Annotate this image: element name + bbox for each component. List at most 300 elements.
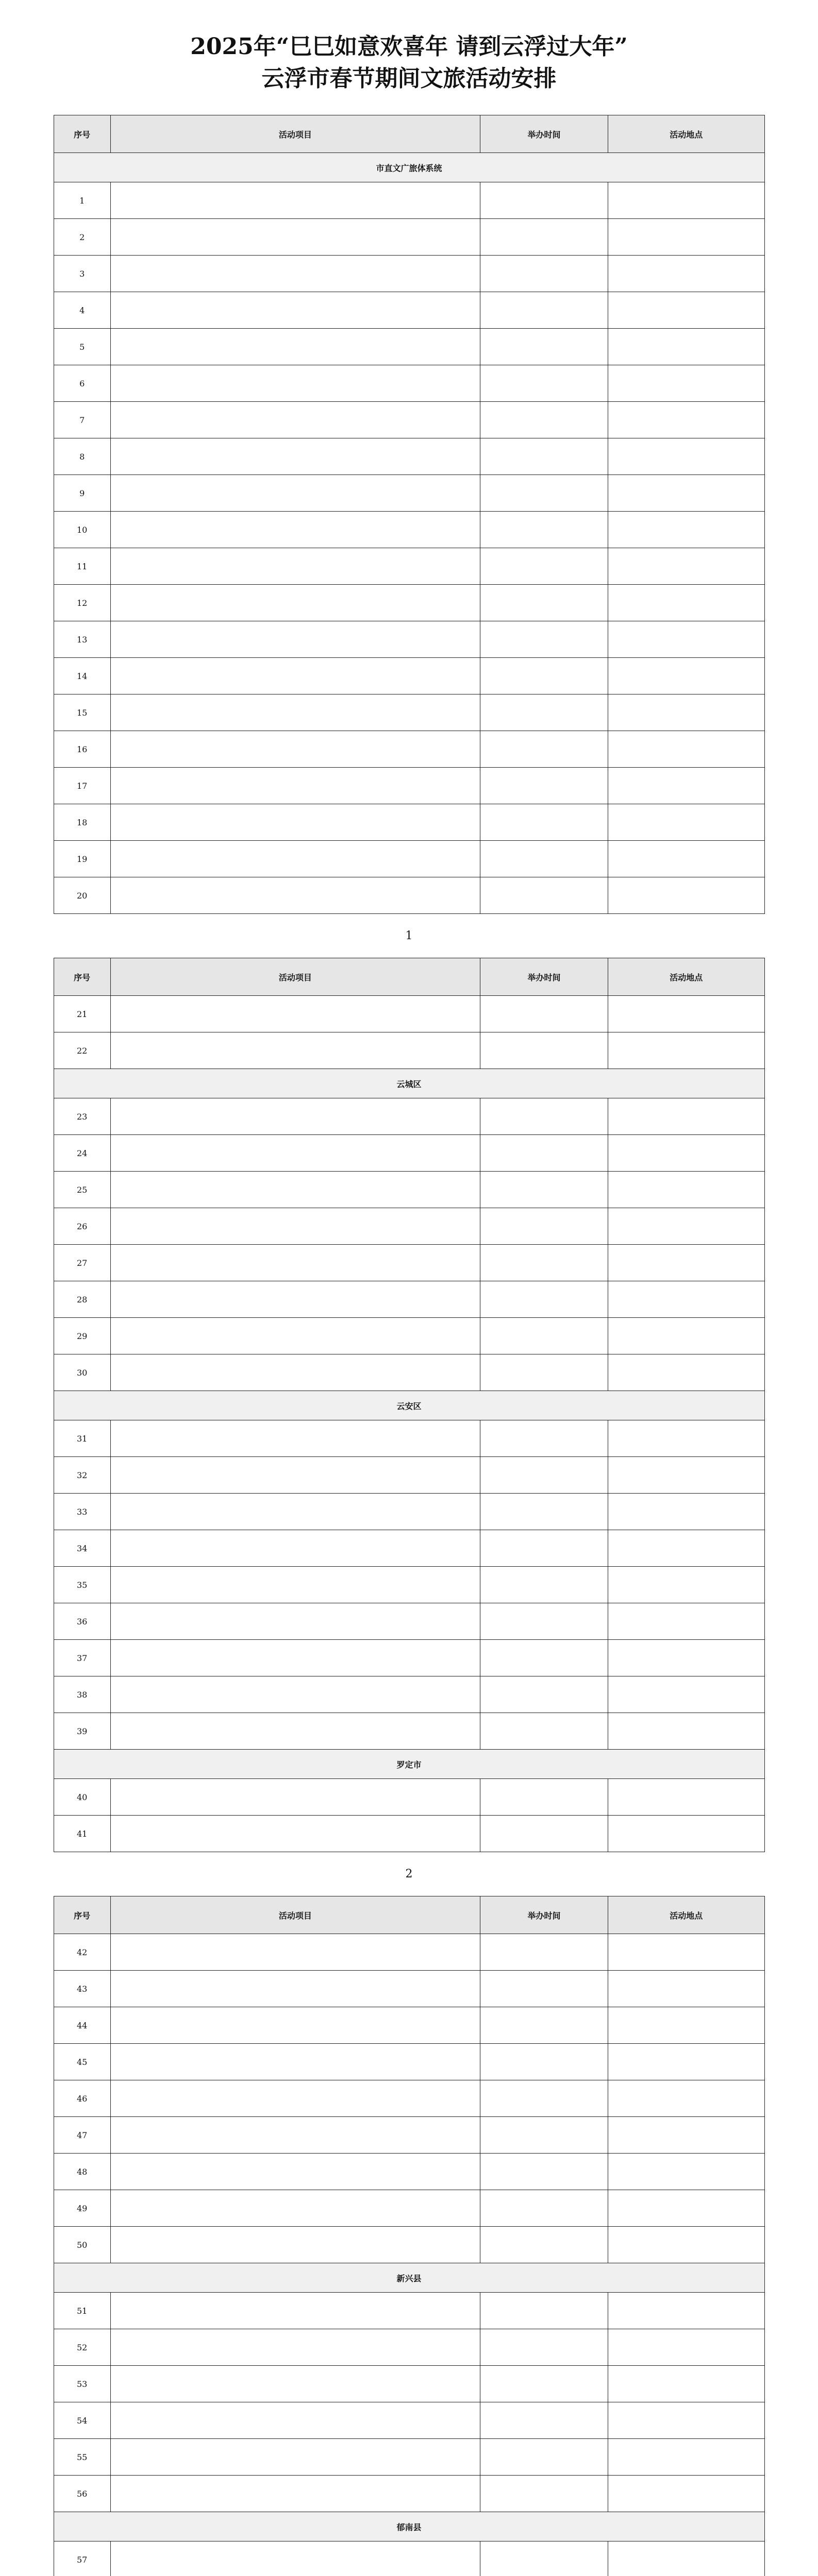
row-place	[608, 1457, 764, 1494]
row-place	[608, 2541, 764, 2576]
row-item	[110, 1934, 480, 1971]
row-item	[110, 841, 480, 877]
row-item	[110, 292, 480, 329]
table-row	[54, 804, 764, 841]
table-row	[54, 1494, 764, 1530]
table-row	[54, 2366, 764, 2402]
row-time	[480, 1494, 608, 1530]
row-item	[110, 1354, 480, 1391]
row-number: 24	[54, 1135, 110, 1172]
row-number: 33	[54, 1494, 110, 1530]
row-place	[608, 1420, 764, 1457]
row-place	[608, 256, 764, 292]
table-row	[54, 438, 764, 475]
section-row	[54, 2512, 764, 2541]
row-item	[110, 585, 480, 621]
row-time	[480, 694, 608, 731]
row-time	[480, 438, 608, 475]
row-number: 10	[54, 512, 110, 548]
row-time	[480, 182, 608, 219]
row-item	[110, 329, 480, 365]
row-place	[608, 2227, 764, 2263]
section-title: 云安区	[54, 1391, 764, 1420]
section-row	[54, 1069, 764, 1098]
row-number: 7	[54, 402, 110, 438]
row-place	[608, 292, 764, 329]
table-row	[54, 2080, 764, 2117]
table-row	[54, 2329, 764, 2366]
row-item	[110, 548, 480, 585]
row-number: 49	[54, 2190, 110, 2227]
table-row	[54, 731, 764, 768]
table-row	[54, 292, 764, 329]
row-number: 14	[54, 658, 110, 694]
row-time	[480, 292, 608, 329]
row-number: 31	[54, 1420, 110, 1457]
row-place	[608, 512, 764, 548]
table-row	[54, 182, 764, 219]
row-time	[480, 804, 608, 841]
row-time	[480, 2476, 608, 2512]
row-item	[110, 1245, 480, 1281]
row-place	[608, 731, 764, 768]
row-time	[480, 658, 608, 694]
row-item	[110, 2366, 480, 2402]
row-time	[480, 2366, 608, 2402]
row-time	[480, 1567, 608, 1603]
row-time	[480, 1713, 608, 1750]
row-item	[110, 256, 480, 292]
table-row	[54, 841, 764, 877]
row-number: 34	[54, 1530, 110, 1567]
row-place	[608, 1281, 764, 1318]
row-number: 47	[54, 2117, 110, 2154]
row-number: 36	[54, 1603, 110, 1640]
schedule-table	[54, 115, 765, 914]
row-item	[110, 1098, 480, 1135]
row-place	[608, 2190, 764, 2227]
table-row	[54, 1971, 764, 2007]
row-item	[110, 694, 480, 731]
row-item	[110, 182, 480, 219]
row-item	[110, 2227, 480, 2263]
row-place	[608, 2154, 764, 2190]
table-row	[54, 2439, 764, 2476]
table-row	[54, 1032, 764, 1069]
table-row	[54, 1676, 764, 1713]
row-number: 41	[54, 1816, 110, 1852]
row-item	[110, 731, 480, 768]
row-place	[608, 1245, 764, 1281]
row-time	[480, 1971, 608, 2007]
row-time	[480, 2007, 608, 2044]
row-place	[608, 2080, 764, 2117]
row-time	[480, 365, 608, 402]
row-item	[110, 2080, 480, 2117]
row-number: 48	[54, 2154, 110, 2190]
row-number: 11	[54, 548, 110, 585]
row-number: 39	[54, 1713, 110, 1750]
table-row	[54, 694, 764, 731]
row-time	[480, 1603, 608, 1640]
table-row	[54, 329, 764, 365]
row-item	[110, 475, 480, 512]
table-row	[54, 402, 764, 438]
row-place	[608, 365, 764, 402]
row-time	[480, 996, 608, 1032]
row-time	[480, 1457, 608, 1494]
table-row	[54, 768, 764, 804]
row-place	[608, 1640, 764, 1676]
row-item	[110, 1135, 480, 1172]
row-time	[480, 475, 608, 512]
row-item	[110, 1172, 480, 1208]
row-place	[608, 1567, 764, 1603]
row-place	[608, 694, 764, 731]
row-place	[608, 1032, 764, 1069]
row-item	[110, 1640, 480, 1676]
table-row	[54, 1934, 764, 1971]
column-header: 活动地点	[608, 958, 764, 996]
row-time	[480, 329, 608, 365]
document-title: 2025年“巳巳如意欢喜年 请到云浮过大年”	[190, 33, 628, 60]
row-place	[608, 548, 764, 585]
table-row	[54, 1530, 764, 1567]
row-item	[110, 1032, 480, 1069]
row-item	[110, 1971, 480, 2007]
schedule-table	[54, 958, 765, 1852]
row-item	[110, 512, 480, 548]
row-time	[480, 1172, 608, 1208]
row-item	[110, 2541, 480, 2576]
row-time	[480, 1816, 608, 1852]
row-place	[608, 2476, 764, 2512]
row-place	[608, 621, 764, 658]
row-time	[480, 585, 608, 621]
table-row	[54, 548, 764, 585]
table-row	[54, 2293, 764, 2329]
table-row	[54, 1420, 764, 1457]
table-row	[54, 2227, 764, 2263]
row-number: 50	[54, 2227, 110, 2263]
row-time	[480, 1354, 608, 1391]
table-header-row	[54, 958, 764, 996]
row-number: 32	[54, 1457, 110, 1494]
section-row	[54, 1750, 764, 1779]
row-time	[480, 1208, 608, 1245]
row-time	[480, 1098, 608, 1135]
row-item	[110, 438, 480, 475]
row-number: 23	[54, 1098, 110, 1135]
row-time	[480, 2439, 608, 2476]
table-row	[54, 512, 764, 548]
row-time	[480, 1640, 608, 1676]
row-place	[608, 1208, 764, 1245]
row-item	[110, 2044, 480, 2080]
row-place	[608, 804, 764, 841]
table-row	[54, 1281, 764, 1318]
row-place	[608, 2439, 764, 2476]
row-time	[480, 2117, 608, 2154]
row-item	[110, 2007, 480, 2044]
row-number: 22	[54, 1032, 110, 1069]
row-time	[480, 219, 608, 256]
row-number: 42	[54, 1934, 110, 1971]
row-time	[480, 1530, 608, 1567]
row-place	[608, 1494, 764, 1530]
table-row	[54, 2541, 764, 2576]
row-number: 56	[54, 2476, 110, 2512]
table-row	[54, 1172, 764, 1208]
table-row	[54, 658, 764, 694]
row-place	[608, 2007, 764, 2044]
row-number: 35	[54, 1567, 110, 1603]
table-row	[54, 2476, 764, 2512]
row-time	[480, 2154, 608, 2190]
row-place	[608, 2293, 764, 2329]
row-place	[608, 585, 764, 621]
row-time	[480, 2190, 608, 2227]
column-header: 活动项目	[110, 1896, 480, 1934]
table-row	[54, 877, 764, 914]
row-time	[480, 1032, 608, 1069]
row-number: 28	[54, 1281, 110, 1318]
row-item	[110, 658, 480, 694]
row-item	[110, 768, 480, 804]
row-time	[480, 256, 608, 292]
row-time	[480, 731, 608, 768]
row-place	[608, 182, 764, 219]
column-header: 活动项目	[110, 115, 480, 153]
row-number: 43	[54, 1971, 110, 2007]
row-number: 52	[54, 2329, 110, 2366]
row-number: 45	[54, 2044, 110, 2080]
row-place	[608, 768, 764, 804]
document-page	[54, 0, 765, 2576]
row-item	[110, 2476, 480, 2512]
row-place	[608, 1971, 764, 2007]
row-number: 4	[54, 292, 110, 329]
row-time	[480, 2293, 608, 2329]
section-title: 云城区	[54, 1069, 764, 1098]
row-place	[608, 1816, 764, 1852]
row-number: 37	[54, 1640, 110, 1676]
table-row	[54, 585, 764, 621]
table-row	[54, 2154, 764, 2190]
row-place	[608, 1713, 764, 1750]
row-item	[110, 1676, 480, 1713]
row-time	[480, 1281, 608, 1318]
row-number: 25	[54, 1172, 110, 1208]
row-number: 40	[54, 1779, 110, 1816]
row-number: 26	[54, 1208, 110, 1245]
row-place	[608, 329, 764, 365]
row-item	[110, 2329, 480, 2366]
row-place	[608, 2329, 764, 2366]
row-place	[608, 2402, 764, 2439]
row-number: 13	[54, 621, 110, 658]
table-row	[54, 1098, 764, 1135]
row-place	[608, 438, 764, 475]
row-time	[480, 1420, 608, 1457]
row-item	[110, 621, 480, 658]
row-item	[110, 402, 480, 438]
row-place	[608, 2117, 764, 2154]
column-header: 活动项目	[110, 958, 480, 996]
row-item	[110, 365, 480, 402]
row-number: 21	[54, 996, 110, 1032]
table-row	[54, 1245, 764, 1281]
row-place	[608, 475, 764, 512]
row-number: 51	[54, 2293, 110, 2329]
row-place	[608, 219, 764, 256]
row-number: 53	[54, 2366, 110, 2402]
table-row	[54, 1816, 764, 1852]
column-header: 序号	[54, 115, 110, 153]
section-title: 市直文广旅体系统	[54, 153, 764, 182]
row-item	[110, 1494, 480, 1530]
row-time	[480, 1676, 608, 1713]
row-time	[480, 2080, 608, 2117]
row-item	[110, 2190, 480, 2227]
row-item	[110, 1816, 480, 1852]
row-time	[480, 548, 608, 585]
page-number: 2	[405, 1868, 413, 1881]
section-row	[54, 153, 764, 182]
row-time	[480, 1135, 608, 1172]
row-time	[480, 1779, 608, 1816]
row-item	[110, 804, 480, 841]
table-row	[54, 1318, 764, 1354]
row-item	[110, 1457, 480, 1494]
table-row	[54, 1457, 764, 1494]
table-row	[54, 365, 764, 402]
column-header: 活动地点	[608, 115, 764, 153]
row-number: 2	[54, 219, 110, 256]
row-item	[110, 219, 480, 256]
row-number: 27	[54, 1245, 110, 1281]
section-row	[54, 1391, 764, 1420]
row-number: 6	[54, 365, 110, 402]
row-place	[608, 2044, 764, 2080]
table-row	[54, 475, 764, 512]
table-row	[54, 1354, 764, 1391]
row-time	[480, 2227, 608, 2263]
row-number: 54	[54, 2402, 110, 2439]
row-time	[480, 1318, 608, 1354]
section-title: 罗定市	[54, 1750, 764, 1779]
row-place	[608, 1676, 764, 1713]
row-time	[480, 2044, 608, 2080]
row-number: 16	[54, 731, 110, 768]
row-number: 1	[54, 182, 110, 219]
row-item	[110, 1713, 480, 1750]
column-header: 举办时间	[480, 115, 608, 153]
row-time	[480, 2329, 608, 2366]
row-item	[110, 2293, 480, 2329]
table-row	[54, 1208, 764, 1245]
row-time	[480, 841, 608, 877]
row-place	[608, 1934, 764, 1971]
row-item	[110, 2117, 480, 2154]
row-place	[608, 658, 764, 694]
schedule-table	[54, 1896, 765, 2576]
row-number: 12	[54, 585, 110, 621]
column-header: 序号	[54, 958, 110, 996]
row-time	[480, 621, 608, 658]
column-header: 序号	[54, 1896, 110, 1934]
table-row	[54, 1135, 764, 1172]
row-place	[608, 1098, 764, 1135]
row-place	[608, 1779, 764, 1816]
row-number: 18	[54, 804, 110, 841]
column-header: 活动地点	[608, 1896, 764, 1934]
row-time	[480, 1934, 608, 1971]
row-item	[110, 1779, 480, 1816]
row-number: 44	[54, 2007, 110, 2044]
document-subtitle: 云浮市春节期间文旅活动安排	[261, 65, 557, 92]
section-title: 新兴县	[54, 2263, 764, 2293]
row-item	[110, 1420, 480, 1457]
row-place	[608, 1318, 764, 1354]
table-row	[54, 1713, 764, 1750]
row-number: 9	[54, 475, 110, 512]
row-number: 55	[54, 2439, 110, 2476]
table-row	[54, 1567, 764, 1603]
table-header-row	[54, 1896, 764, 1934]
table-row	[54, 621, 764, 658]
row-place	[608, 1354, 764, 1391]
row-time	[480, 512, 608, 548]
row-number: 5	[54, 329, 110, 365]
schedule-pages	[54, 115, 765, 2576]
row-item	[110, 2439, 480, 2476]
row-place	[608, 2366, 764, 2402]
row-number: 46	[54, 2080, 110, 2117]
row-item	[110, 1281, 480, 1318]
row-place	[608, 996, 764, 1032]
row-number: 3	[54, 256, 110, 292]
row-number: 30	[54, 1354, 110, 1391]
page-number: 1	[405, 929, 413, 943]
row-time	[480, 1245, 608, 1281]
row-item	[110, 1603, 480, 1640]
row-item	[110, 2154, 480, 2190]
row-time	[480, 768, 608, 804]
row-time	[480, 877, 608, 914]
row-place	[608, 402, 764, 438]
row-number: 38	[54, 1676, 110, 1713]
row-place	[608, 1530, 764, 1567]
row-item	[110, 1530, 480, 1567]
row-number: 19	[54, 841, 110, 877]
column-header: 举办时间	[480, 958, 608, 996]
row-number: 29	[54, 1318, 110, 1354]
row-place	[608, 877, 764, 914]
table-row	[54, 219, 764, 256]
row-time	[480, 402, 608, 438]
table-row	[54, 2117, 764, 2154]
row-place	[608, 841, 764, 877]
table-row	[54, 996, 764, 1032]
table-header-row	[54, 115, 764, 153]
row-number: 17	[54, 768, 110, 804]
table-row	[54, 2044, 764, 2080]
table-row	[54, 2190, 764, 2227]
row-number: 57	[54, 2541, 110, 2576]
row-item	[110, 1567, 480, 1603]
table-row	[54, 2007, 764, 2044]
